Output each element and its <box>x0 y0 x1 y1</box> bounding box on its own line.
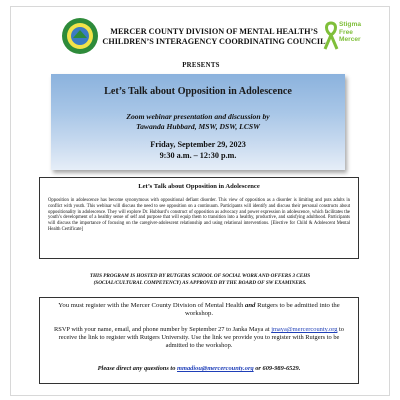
event-time: 9:30 a.m. – 12:30 p.m. <box>159 151 237 160</box>
questions-contact: Please direct any questions to mmadiou@mercercounty.org or 609-989-6529. <box>97 365 301 372</box>
registration-box <box>39 297 359 384</box>
stigma-free-logo <box>323 19 385 59</box>
presenter-name: Tawanda Hubbard, MSW, DSW, LCSW <box>136 122 260 131</box>
questions-email-link[interactable]: mmadiou@mercercounty.org <box>177 365 254 372</box>
description-title: Let’s Talk about Opposition in Adolescence <box>138 183 260 190</box>
registration-requirement: You must register with the Mercer County Division of Mental Health and Rutgers to be admitted into the workshop. <box>58 302 340 317</box>
county-seal-icon <box>61 17 99 55</box>
org-line-1: MERCER COUNTY DIVISION OF MENTAL HEALTH’S <box>110 27 318 36</box>
event-banner <box>51 74 345 170</box>
description-box <box>39 177 359 259</box>
presents-label: PRESENTS <box>182 62 220 69</box>
event-title: Let’s Talk about Opposition in Adolescence <box>104 86 292 97</box>
org-line-2: CHILDREN’S INTERAGENCY COORDINATING COUNCIL <box>102 37 326 46</box>
event-date: Friday, September 29, 2023 <box>150 140 246 149</box>
description-body: Opposition in adolescence has become synonymous with oppositional defiant disorder. This view of opposition as a disorder is limiting and puts adults in conflict with youth. This webinar will discuss the need to see opposition on a continuum. Participants will identify and discuss their personal constructs about oppositionality in adolescence. They will explore Dr. Hubbard’s construct of opposition as advocacy and power expression in adolescence, which facilitates the youth’s development of a healthy sense of self and purpose that will equip them to transition into a healthy, productive, and satisfying adulthood. Participants will discuss the importance of focusing on the caregiver-adolescent relationship and using relational interventions. [Elective for Child & Adolescent Mental Health Certificate] <box>48 198 350 232</box>
ces-note: THIS PROGRAM IS HOSTED BY RUTGERS SCHOOL OF SOCIAL WORK AND OFFERS 3 CEHS (SOCIAL/CULTURAL COMPETENCY) AS APPROVED BY THE BOARD OF SW EXAMINERS. <box>89 273 311 286</box>
organization-title <box>99 27 329 47</box>
stigma-logo-text: Stigma Free Mercer <box>339 21 361 44</box>
event-subtitle: Zoom webinar presentation and discussion by <box>126 112 270 121</box>
rsvp-instructions: RSVP with your name, email, and phone number by September 27 to Janka Maya at jmaya@mercercounty.org to receive the link to register with Rutgers University. Use the link we provide you to register with Rutgers to be admitted to the workshop. <box>54 326 344 349</box>
rsvp-email-link[interactable]: jmaya@mercercounty.org <box>271 326 338 333</box>
flyer-page <box>10 6 390 396</box>
ribbon-icon <box>323 21 339 51</box>
